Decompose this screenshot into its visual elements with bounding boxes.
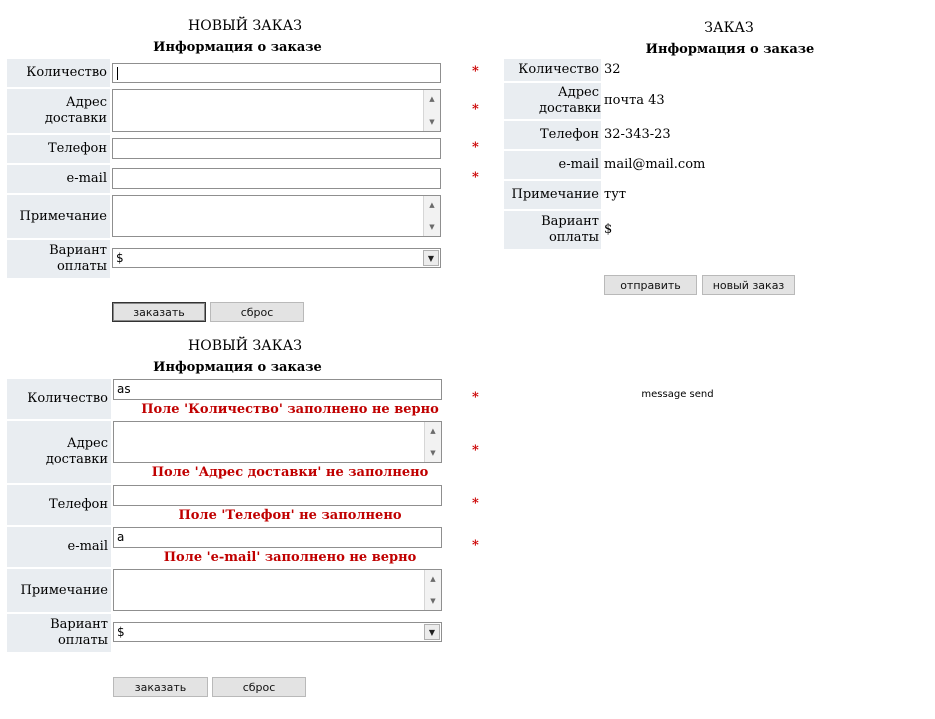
order-new-button[interactable]: новый заказ [702,275,795,295]
form2-payment-select[interactable] [113,622,442,642]
form2-email-value: a [117,530,125,544]
form2-note-scrollbar[interactable] [424,570,441,610]
chevron-down-icon[interactable]: ▼ [423,250,439,266]
order-note-value: тут [604,187,627,202]
form1-address-label: Адрес доставки [7,89,110,133]
order-note-label: Примечание [504,181,601,209]
order-send-button[interactable]: отправить [604,275,697,295]
form2-phone-required: * [472,496,479,511]
status-message: message send [641,389,714,400]
form2-submit-button[interactable]: заказать [113,677,208,697]
scroll-up-icon[interactable]: ▲ [429,201,435,209]
form2-payment-label [7,614,111,652]
form1-title: НОВЫЙ ЗАКАЗ [188,18,302,34]
order-subtitle: Информация о заказе [645,42,815,57]
form1-payment-value: $ [116,251,124,265]
order-payment-value: $ [604,222,613,237]
form2-address-label: Адрес доставки [7,421,111,483]
form1-note-scrollbar[interactable] [423,196,440,236]
form1-quantity-input[interactable] [112,63,441,83]
form2-quantity-required: * [472,390,479,405]
scroll-up-icon[interactable]: ▲ [430,427,436,435]
form1-submit-button[interactable]: заказать [112,302,206,322]
order-phone-value: 32-343-23 [604,127,671,142]
form1-address-required: * [472,102,479,117]
scroll-up-icon[interactable]: ▲ [430,575,436,583]
form1-quantity-required: * [472,64,479,79]
scroll-down-icon[interactable]: ▼ [429,118,435,126]
form1-address-textarea[interactable] [112,89,441,132]
form2-address-error: Поле 'Адрес доставки' не заполнено [151,465,429,480]
order-address-label [504,83,601,119]
scroll-down-icon[interactable]: ▼ [430,597,436,605]
form2-address-textarea[interactable] [113,421,442,463]
form1-email-label: e-mail [7,165,110,193]
scroll-down-icon[interactable]: ▼ [430,449,436,457]
form2-phone-input[interactable] [113,485,442,506]
order-payment-label-text: Вариант оплаты [541,214,599,245]
form2-title: НОВЫЙ ЗАКАЗ [188,338,302,354]
form2-quantity-value: as [117,382,131,396]
order-quantity-value: 32 [604,62,621,77]
form2-reset-button[interactable]: сброс [212,677,306,697]
form2-email-error: Поле 'e-mail' заполнено не верно [163,550,417,565]
order-title: ЗАКАЗ [704,20,754,36]
form2-address-scrollbar[interactable] [424,422,441,462]
order-quantity-label: Количество [504,59,601,81]
order-address-value: почта 43 [604,93,665,108]
form2-phone-label: Телефон [7,485,111,525]
form1-quantity-label: Количество [7,59,110,87]
form2-payment-label-text: Вариант оплаты [50,617,108,648]
form1-phone-label: Телефон [7,135,110,163]
order-phone-label: Телефон [504,121,601,149]
form1-email-input[interactable] [112,168,441,189]
order-email-label: e-mail [504,151,601,179]
form1-email-required: * [472,170,479,185]
form1-subtitle: Информация о заказе [153,40,322,55]
form2-note-textarea[interactable] [113,569,442,611]
form1-phone-input[interactable] [112,138,441,159]
form1-note-textarea[interactable] [112,195,441,237]
form1-phone-required: * [472,140,479,155]
form2-email-required: * [472,538,479,553]
form2-email-label: e-mail [7,527,111,567]
form2-address-required: * [472,443,479,458]
scroll-up-icon[interactable]: ▲ [429,95,435,103]
form2-note-label: Примечание [7,569,111,612]
form2-quantity-error: Поле 'Количество' заполнено не верно [141,402,439,417]
form2-quantity-input[interactable] [113,379,442,400]
form1-address-scrollbar[interactable] [423,90,440,131]
form2-email-input[interactable] [113,527,442,548]
form2-phone-error: Поле 'Телефон' не заполнено [178,508,402,523]
text-cursor [117,67,118,80]
form1-payment-select[interactable] [112,248,441,268]
form2-payment-value: $ [117,625,125,639]
form1-payment-label-text: Вариант оплаты [49,243,107,274]
order-address-label-text: Адрес доставки [539,85,602,116]
chevron-down-icon[interactable]: ▼ [424,624,440,640]
form2-quantity-label: Количество [7,379,111,419]
order-email-value: mail@mail.com [604,157,706,172]
scroll-down-icon[interactable]: ▼ [429,223,435,231]
form2-subtitle: Информация о заказе [153,360,322,375]
order-payment-label [504,211,601,249]
form1-reset-button[interactable]: сброс [210,302,304,322]
form1-note-label: Примечание [7,195,110,238]
form1-payment-label [7,240,110,278]
